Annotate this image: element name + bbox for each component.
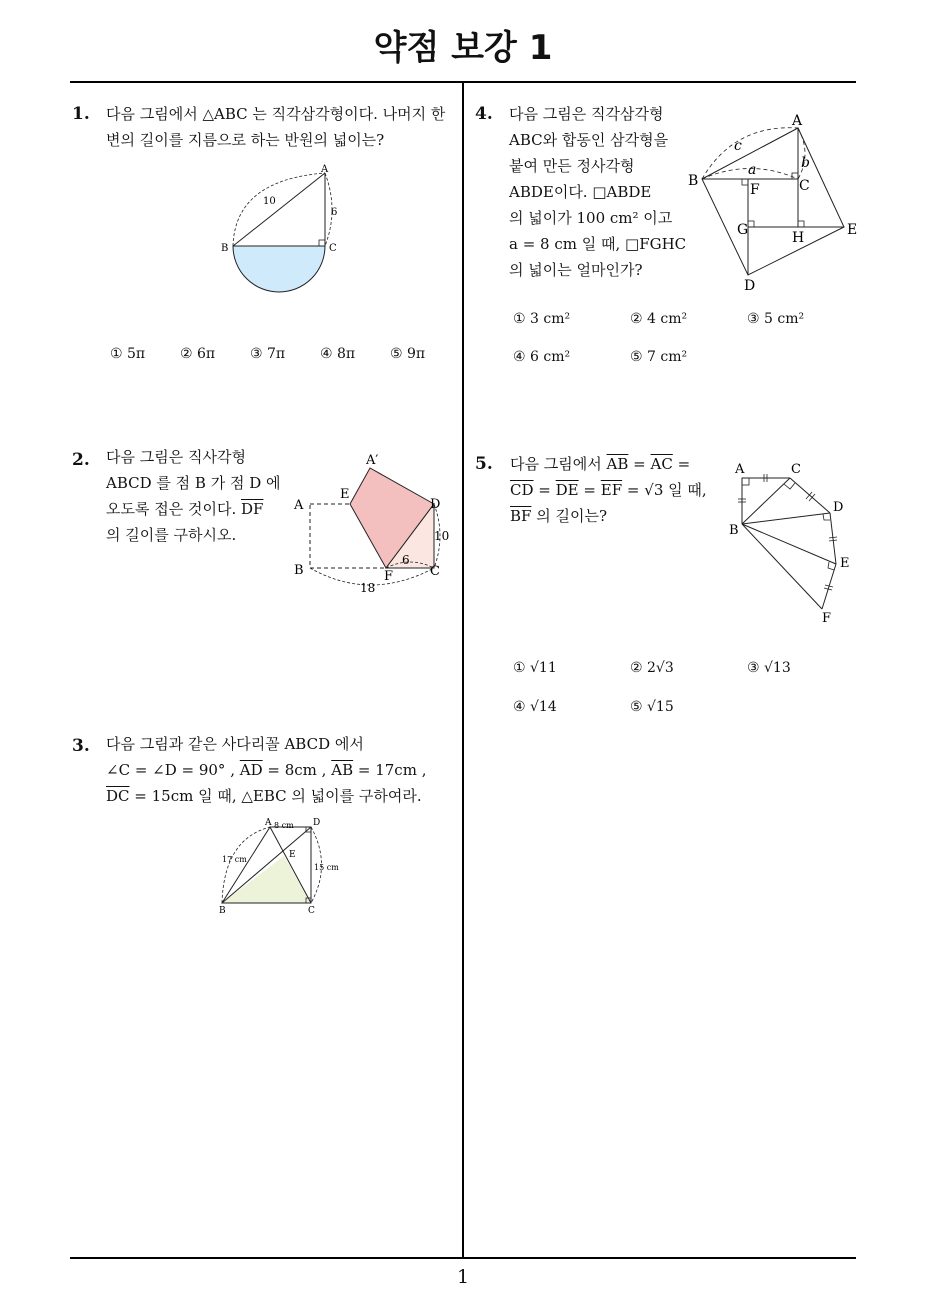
page-number: 1 <box>456 1266 470 1288</box>
q4-choice-1[interactable]: ① 3 cm² <box>513 311 571 327</box>
q1-text-line1: 다음 그림에서 △ABC 는 직각삼각형이다. 나머지 한 <box>106 105 446 123</box>
q5-segment-ef: $\overline{EF}$ <box>600 481 623 499</box>
q3-text-line3 <box>106 783 426 809</box>
q2-text-line4: 의 길이를 구하시오. <box>106 526 237 544</box>
q4-label-d: D <box>744 278 756 294</box>
q5-segment-de: $\overline{DE}$ <box>555 481 579 499</box>
q4-number: 4. <box>475 104 493 124</box>
q5-choice-5[interactable]: ⑤ √15 <box>630 699 674 715</box>
q4-label-small-a: a <box>748 162 757 178</box>
q4-choice-2[interactable]: ② 4 cm² <box>630 311 688 327</box>
q3-figure <box>210 815 350 920</box>
q3-segment-dc: $\overline{DC}$ <box>106 787 130 805</box>
q2-label-len-bc: 18 <box>360 581 376 595</box>
q5-line2-tail: 일 때, <box>668 481 707 499</box>
q1-text-line2: 변의 길이를 지름으로 하는 반원의 넓이는? <box>106 131 385 149</box>
q4-square-abde <box>702 128 844 275</box>
column-divider <box>462 83 464 1259</box>
q4-arc-b <box>798 128 805 179</box>
q2-label-b: B <box>294 563 304 578</box>
q1-text <box>106 101 445 153</box>
q3-label-c: C <box>308 906 315 916</box>
q5-label-d: D <box>833 500 844 515</box>
q4-label-small-b: b <box>801 155 810 171</box>
q5-choice-2[interactable]: ② 2√3 <box>630 660 674 676</box>
q1-choice-1[interactable]: ① 5π <box>110 346 146 362</box>
q4-label-g: G <box>737 222 749 238</box>
q5-eq-4: = <box>583 481 596 499</box>
q5-segment-ab: $\overline{AB}$ <box>606 455 629 473</box>
q3-label-len-ad: 8 cm <box>274 821 294 830</box>
q5-label-a: A <box>735 462 745 477</box>
q5-eq-2: = <box>677 455 691 473</box>
q2-text-line1: 다음 그림은 직사각형 <box>106 448 246 466</box>
q4-text <box>509 101 686 283</box>
q2-figure <box>290 452 455 597</box>
q5-eq-1: = <box>633 455 646 473</box>
q4-text-line2: ABC와 합동인 삼각형을 <box>509 131 669 149</box>
q4-right-angle-f <box>742 179 748 185</box>
q1-choice-4[interactable]: ④ 8π <box>320 346 356 362</box>
q4-text-line4: ABDE이다. □ABDE <box>509 183 652 201</box>
q4-label-f: F <box>750 182 760 198</box>
q5-choice-1[interactable]: ① √11 <box>513 660 557 676</box>
q5-line3-tail: 의 길이는? <box>536 507 607 525</box>
q1-choice-3[interactable]: ③ 7π <box>250 346 286 362</box>
q3-ad-value: = 8cm , <box>267 761 327 779</box>
q4-right-angle-c <box>792 173 798 179</box>
q4-text-line6: a = 8 cm 일 때, □FGHC <box>509 235 687 253</box>
q5-label-e: E <box>840 556 850 571</box>
q2-text-line2: ABCD 를 점 B 가 점 D 에 <box>106 474 281 492</box>
q1-label-b: B <box>221 243 229 254</box>
q1-side-ab <box>233 173 325 246</box>
q1-number: 1. <box>72 104 90 124</box>
q4-label-c: C <box>799 178 810 194</box>
q5-label-f: F <box>822 611 832 626</box>
q1-choice-5[interactable]: ⑤ 9π <box>390 346 426 362</box>
q5-sqrt3: √3 <box>644 481 664 499</box>
q4-text-line5: 의 넓이가 100 cm² 이고 <box>509 209 673 227</box>
q3-label-a: A <box>265 818 272 828</box>
q5-seg-cd <box>790 478 830 513</box>
q2-label-e: E <box>340 487 350 502</box>
q4-text-line1: 다음 그림은 직각삼각형 <box>509 105 664 123</box>
q4-choice-4[interactable]: ④ 6 cm² <box>513 349 571 365</box>
q5-text <box>510 451 707 529</box>
q4-label-b: B <box>688 173 699 189</box>
q4-text-line7: 의 넓이는 얼마인가? <box>509 261 643 279</box>
q5-text-line3 <box>510 503 707 529</box>
q3-label-len-dc: 15 cm <box>314 863 339 872</box>
q5-right-angle-d <box>823 514 830 520</box>
q2-label-d: D <box>430 497 441 512</box>
q1-semicircle <box>233 246 325 292</box>
q3-label-e: E <box>289 850 296 860</box>
q4-figure <box>684 110 864 300</box>
q3-text <box>106 731 426 809</box>
q3-segment-ab: $\overline{AB}$ <box>331 761 354 779</box>
q1-figure <box>215 160 355 300</box>
q5-choice-3[interactable]: ③ √13 <box>747 660 791 676</box>
q4-right-angle-h <box>798 221 804 227</box>
q3-label-len-ab: 17 cm <box>222 855 247 864</box>
q1-label-a: A <box>321 164 329 175</box>
q4-choice-5[interactable]: ⑤ 7 cm² <box>630 349 688 365</box>
q2-text <box>106 444 281 548</box>
q1-choice-2[interactable]: ② 6π <box>180 346 216 362</box>
q5-segment-cd: $\overline{CD}$ <box>510 481 534 499</box>
q3-text-line1: 다음 그림과 같은 사다리꼴 ABCD 에서 <box>106 735 364 753</box>
q2-label-len-dc: 10 <box>434 529 450 543</box>
q2-label-a: A <box>294 498 304 513</box>
q4-text-line3: 붙여 만든 정사각형 <box>509 157 635 175</box>
q2-segment-df: $\overline{DF}$ <box>241 500 264 518</box>
q5-segment-bf: $\overline{BF}$ <box>510 507 532 525</box>
q3-segment-ad: $\overline{AD}$ <box>239 761 263 779</box>
q4-choice-3[interactable]: ③ 5 cm² <box>747 311 805 327</box>
q3-angles: ∠C = ∠D = 90° , <box>106 761 235 779</box>
q2-number: 2. <box>72 450 90 470</box>
q2-text-line3a: 오도록 접은 것이다. <box>106 500 237 518</box>
q3-ab-value: = 17cm , <box>357 761 427 779</box>
q4-label-h: H <box>792 230 805 246</box>
q4-right-angle-g <box>748 221 754 227</box>
q4-label-a: A <box>792 113 803 129</box>
bottom-rule <box>70 1257 856 1259</box>
q5-right-angle-c <box>784 483 795 489</box>
page-title: 약점 보강 1 <box>373 28 553 68</box>
q5-figure <box>726 456 856 626</box>
q3-label-b: B <box>219 906 226 916</box>
q4-label-small-c: c <box>734 138 742 154</box>
q2-label-f: F <box>384 569 394 584</box>
q5-choice-4[interactable]: ④ √14 <box>513 699 557 715</box>
q5-seg-bd <box>742 513 830 524</box>
q5-text-line2 <box>510 477 707 503</box>
q5-segment-ac: $\overline{AC}$ <box>650 455 673 473</box>
q1-label-len-ab: 10 <box>263 196 276 207</box>
q5-line1-text: 다음 그림에서 <box>510 455 602 473</box>
q1-right-angle-mark <box>319 240 325 246</box>
q5-seg-de <box>830 513 836 564</box>
q3-text-line2 <box>106 757 426 783</box>
q5-number: 5. <box>475 454 493 474</box>
q5-label-c: C <box>791 462 801 477</box>
q1-label-c: C <box>329 243 337 254</box>
q1-label-len-ac: 6 <box>331 207 338 218</box>
q5-label-b: B <box>729 523 739 538</box>
q5-eq-3: = <box>538 481 551 499</box>
q5-right-angle-a <box>742 478 749 485</box>
q5-seg-ef <box>822 564 836 609</box>
q4-label-e: E <box>847 222 858 238</box>
q5-text-line1 <box>510 451 707 477</box>
q5-eq-5: = <box>626 481 640 499</box>
q2-text-line3 <box>106 496 281 522</box>
q3-label-d: D <box>313 818 321 828</box>
q3-line3-rest: = 15cm 일 때, △EBC 의 넓이를 구하여라. <box>134 787 422 805</box>
q2-label-len-fc: 6 <box>402 553 410 567</box>
q3-number: 3. <box>72 736 90 756</box>
q2-label-c: C <box>430 564 440 579</box>
q5-seg-bf <box>742 524 822 609</box>
q5-seg-be <box>742 524 836 564</box>
q2-label-a-prime: A′ <box>366 453 379 468</box>
